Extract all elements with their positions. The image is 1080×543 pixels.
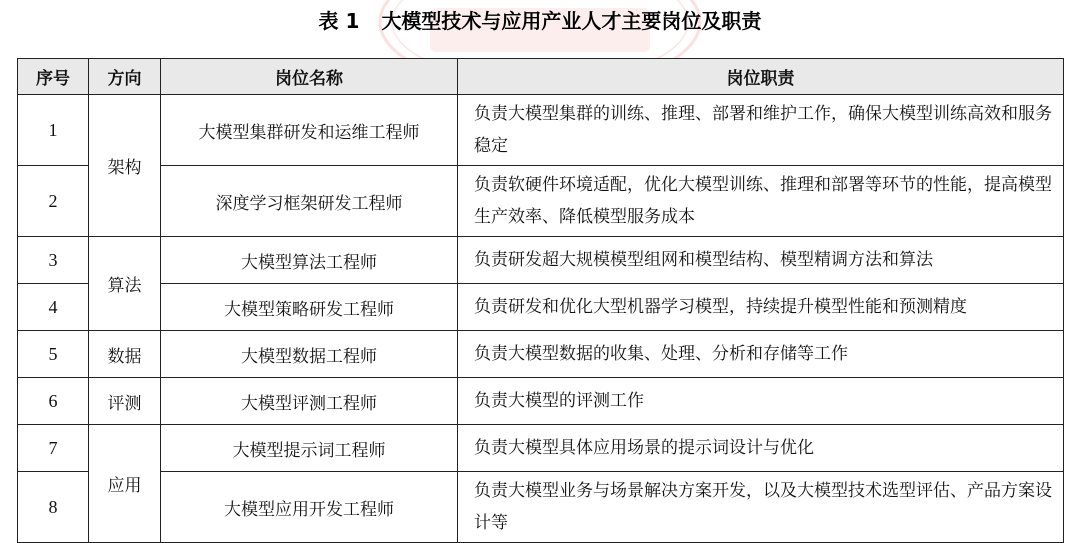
direction-cell: 数据 [89,331,161,378]
header-duty: 岗位职责 [458,59,1064,95]
position-name: 大模型算法工程师 [161,237,458,284]
duty-text: 负责大模型数据的收集、处理、分析和存储等工作 [458,331,1064,378]
table-number: 表 1 [318,9,360,33]
table-row [18,378,1064,425]
table-row [18,95,1064,166]
table-row [18,166,1064,237]
row-number: 6 [18,378,89,425]
row-number: 2 [18,166,89,237]
row-number: 5 [18,331,89,378]
position-name: 大模型策略研发工程师 [161,284,458,331]
table-caption: 大模型技术与应用产业人才主要岗位及职责 [381,9,762,33]
position-name: 大模型评测工程师 [161,378,458,425]
duty-text: 负责软硬件环境适配，优化大模型训练、推理和部署等环节的性能，提高模型生产效率、降低模型服务成本 [458,166,1064,237]
header-row [18,59,1064,95]
header-position: 岗位名称 [161,59,458,95]
duty-text: 负责大模型业务与场景解决方案开发，以及大模型技术选型评估、产品方案设计等 [458,472,1064,543]
table-row [18,331,1064,378]
duty-text: 负责大模型具体应用场景的提示词设计与优化 [458,425,1064,472]
duty-text: 负责大模型集群的训练、推理、部署和维护工作，确保大模型训练高效和服务稳定 [458,95,1064,166]
position-name: 大模型应用开发工程师 [161,472,458,543]
direction-cell: 评测 [89,378,161,425]
position-name: 大模型提示词工程师 [161,425,458,472]
direction-cell: 算法 [89,237,161,331]
row-number: 7 [18,425,89,472]
table-title [0,6,1080,36]
row-number: 3 [18,237,89,284]
position-name: 大模型集群研发和运维工程师 [161,95,458,166]
table-row [18,284,1064,331]
duty-text: 负责大模型的评测工作 [458,378,1064,425]
duty-text: 负责研发超大规模模型组网和模型结构、模型精调方法和算法 [458,237,1064,284]
table-row [18,425,1064,472]
row-number: 8 [18,472,89,543]
duty-text: 负责研发和优化大型机器学习模型，持续提升模型性能和预测精度 [458,284,1064,331]
position-name: 大模型数据工程师 [161,331,458,378]
direction-cell: 架构 [89,95,161,237]
header-direction: 方向 [89,59,161,95]
table-row [18,237,1064,284]
header-no: 序号 [18,59,89,95]
direction-cell: 应用 [89,425,161,543]
table-row [18,472,1064,543]
positions-table [17,58,1064,543]
position-name: 深度学习框架研发工程师 [161,166,458,237]
row-number: 1 [18,95,89,166]
row-number: 4 [18,284,89,331]
